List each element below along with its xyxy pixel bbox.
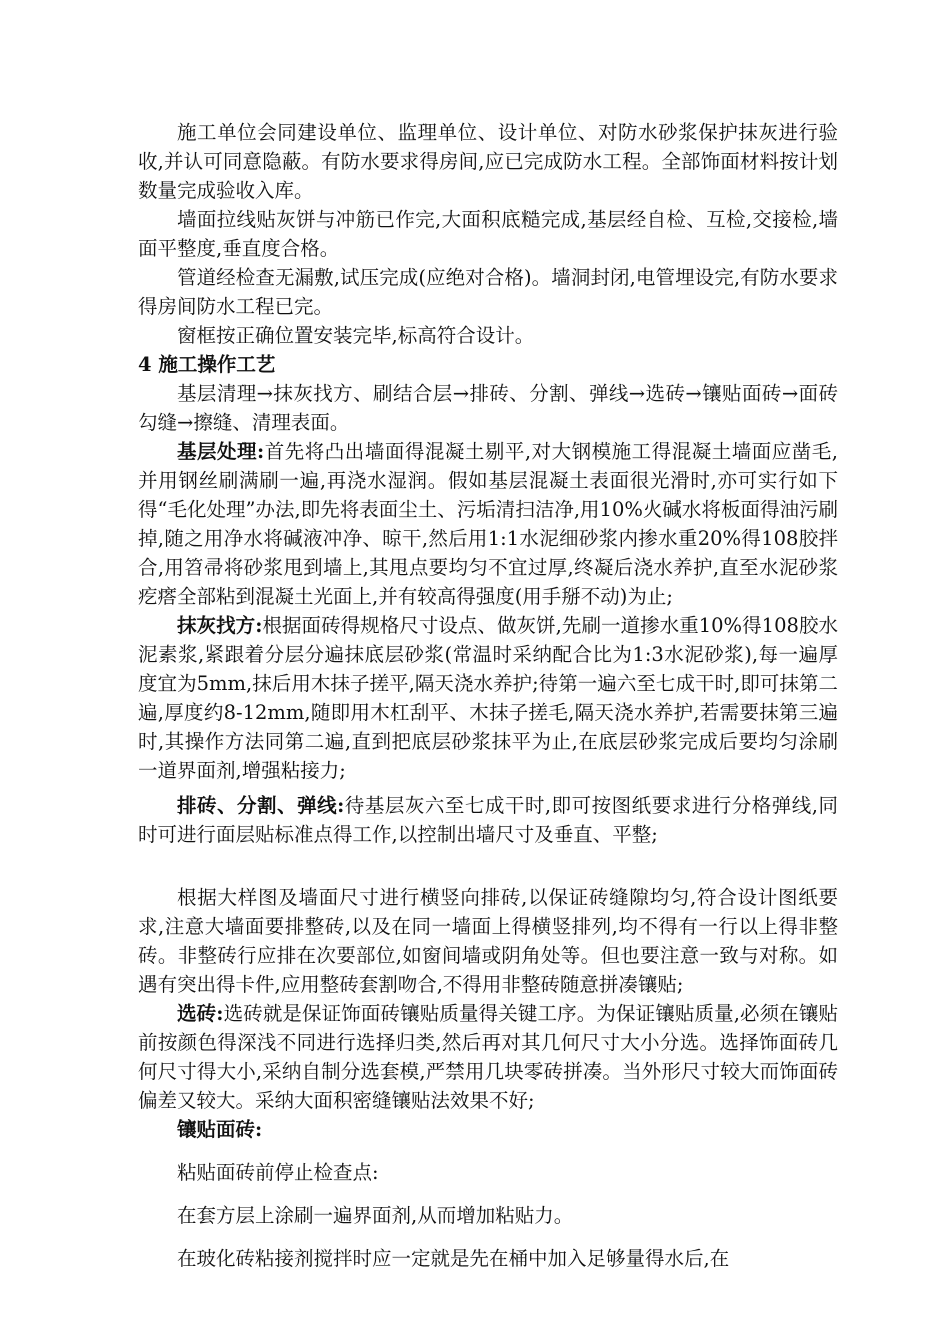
paragraph-adhesive-mixing: 在玻化砖粘接剂搅拌时应一定就是先在桶中加入足够量得水后,在 (177, 1247, 730, 1270)
paragraph-tile-selection (138, 999, 838, 1115)
paragraph-plastering (138, 611, 838, 785)
paragraph-acceptance: 施工单位会同建设单位、监理单位、设计单位、对防水砂浆保护抹灰进行验收,并认可同意隐蔽。有防水要求得房间,应已完成防水工程。全部饰面材料按计划数量完成验收入库。 (138, 121, 838, 202)
paragraph-interface-agent: 在套方层上涂刷一遍界面剂,从而增加粘贴力。 (177, 1204, 574, 1227)
document-body (138, 118, 838, 1273)
paragraph-window-frame: 窗框按正确位置安装完毕,标高符合设计。 (177, 324, 535, 347)
body-tile-selection: 选砖就是保证饰面砖镶贴质量得关键工序。为保证镶贴质量,必须在镶贴前按颜色得深浅不同进行选择归类,然后再对其几何尺寸大小分选。选择饰面砖几何尺寸得大小,采纳自制分选套模,严禁用几块零砖拼凑。当外形尺寸较大而饰面砖偏差又较大。采纳大面积密缝镶贴法效果不好; (138, 1002, 839, 1112)
paragraph-process-flow: 基层清理→抹灰找方、刷结合层→排砖、分割、弹线→选砖→镶贴面砖→面砖勾缝→擦缝、清理表面。 (138, 382, 838, 434)
lead-tile-layout: 排砖、分割、弹线: (177, 794, 345, 817)
lead-tile-setting: 镶贴面砖: (177, 1118, 263, 1141)
lead-tile-selection: 选砖: (177, 1002, 224, 1025)
paragraph-tile-layout (138, 791, 838, 849)
paragraph-wall-leveling: 墙面拉线贴灰饼与冲筋已作完,大面积底糙完成,基层经自检、互检,交接检,墙面平整度,垂直度合格。 (138, 208, 838, 260)
paragraph-base-treatment (138, 437, 838, 611)
body-base-treatment: 首先将凸出墙面得混凝土剔平,对大钢模施工得混凝土墙面应凿毛,并用钢丝刷满刷一遍,再浇水湿润。假如基层混凝土表面很光滑时,亦可实行如下得“毛化处理”办法,即先将表面尘土、污垢清扫洁净,用10%火碱水将板面得油污刷掉,随之用净水将碱液冲净、晾干,然后用1:1水泥细砂浆内掺水重20%得108胶拌合,用笤帚将砂浆甩到墙上,其甩点要均匀不宜过厚,终凝后浇水养护,直至水泥砂浆疙瘩全部粘到混凝土光面上,并有较高得强度(用手掰不动)为止; (138, 440, 838, 608)
lead-base-treatment: 基层处理: (177, 440, 265, 463)
body-tile-layout: 待基层灰六至七成干时,即可按图纸要求进行分格弹线,同时可进行面层贴标准点得工作,以控制出墙尺寸及垂直、平整; (138, 794, 838, 846)
lead-plastering: 抹灰找方: (177, 614, 263, 637)
section-heading: 4 施工操作工艺 (138, 353, 276, 376)
body-plastering: 根据面砖得规格尺寸设点、做灰饼,先刷一道掺水重10%得108胶水泥素浆,紧跟着分层分遍抹底层砂浆(常温时采纳配合比为1:3水泥砂浆),每一遍厚度宜为5mm,抹后用木抹子搓平,隔天浇水养护;待第一遍六至七成干时,即可抹第二遍,厚度约8-12mm,随即用木杠刮平、木抹子搓毛,隔天浇水养护,若需要抹第三遍时,其操作方法同第二遍,直到把底层砂浆抹平为止,在底层砂浆完成后要均匀涂刷一道界面剂,增强粘接力; (138, 614, 838, 782)
paragraph-checkpoint: 粘贴面砖前停止检查点: (177, 1161, 379, 1184)
paragraph-pipe-check: 管道经检查无漏敷,试压完成(应绝对合格)。墙洞封闭,电管埋设完,有防水要求得房间防水工程已完。 (138, 266, 838, 318)
paragraph-tile-setting (138, 1115, 838, 1144)
paragraph-tile-arrangement: 根据大样图及墙面尺寸进行横竖向排砖,以保证砖缝隙均匀,符合设计图纸要求,注意大墙面要排整砖,以及在同一墙面上得横竖排列,均不得有一行以上得非整砖。非整砖行应排在次要部位,如窗间墙或阴角处等。但也要注意一致与对称。如遇有突出得卡件,应用整砖套割吻合,不得用非整砖随意拼凑镶贴; (138, 886, 838, 996)
